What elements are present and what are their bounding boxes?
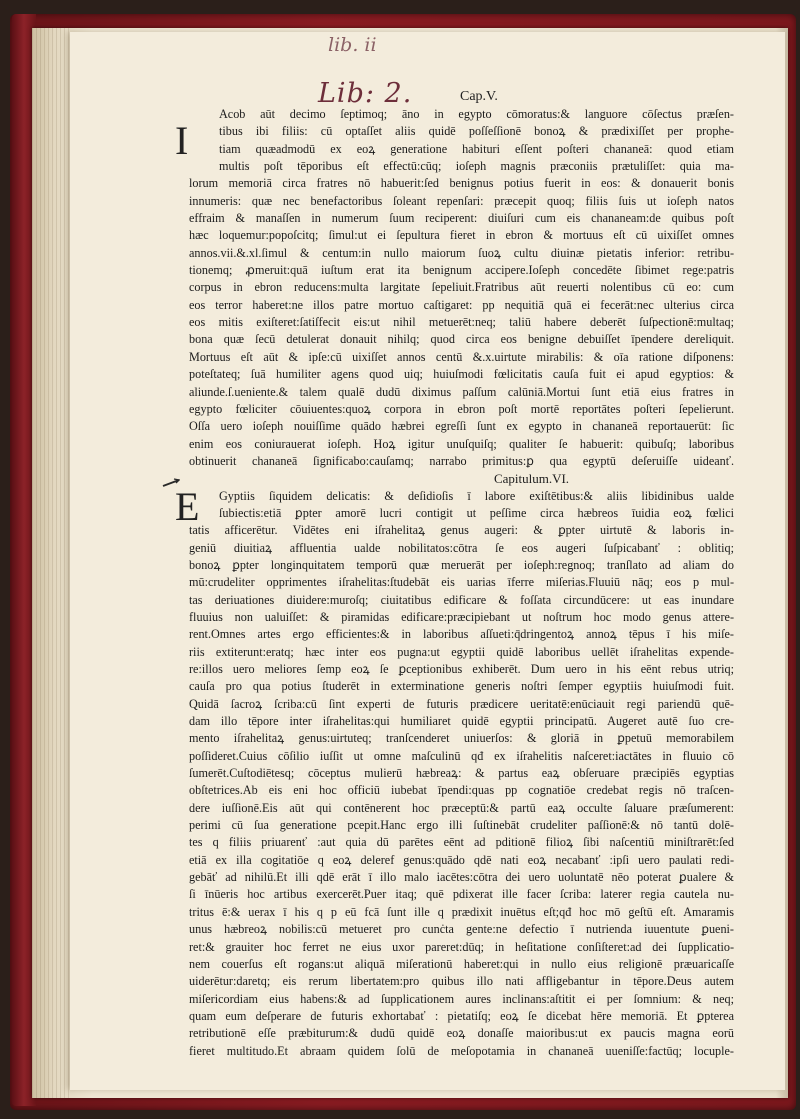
text-line: mū:crudeliter opprimentes iſrahelitas:ſtudebāt eis uarias īferre miſerias.Fluuiū nāq; eos p mul- [189, 575, 734, 590]
text-line: cauſa pro qua potius ſtuderēt in exterminatione generis noſtri ſemper egyptiis huiuſmodi fuit. [189, 679, 734, 694]
text-line: obſtetrices.Ab eis eni hoc officiū iubebat īpendi:quas pp cognatiōe credebat regis nō traſcen- [189, 783, 734, 798]
text-line: quam eum deſperare de futuris exhortabať : pietatiſq; eoꝝ ſe dicebat hēre memoriā. Et ꝑpterea [189, 1008, 734, 1023]
text-line: tiam quæadmodū ex eoꝝ generatione habituri eſſent poſteri chananeā: quod etiam [219, 141, 734, 156]
text-line: Mortuus eſt aūt & ipſe:cū uixiſſet annos centū &.x.uirtute mirabilis: & oīa ratione diſponens: [189, 349, 734, 364]
text-line: multis poſt tēporibus eſt effectū:cūq; ioſeph magnis præconiis prætuliſſet: quia ma- [219, 159, 734, 174]
text-line: etiā ex illa cogitatiōe q eoꝝ deleref genus:quādo qdē nati eoꝝ necabanť :ipſi uero paulati redi- [189, 852, 734, 867]
text-line: ret:& grauiter hoc ferret ne eius uxor pareret:dūq; in heſitatione conſiſteret:ad dei ſupplicatio- [189, 939, 734, 954]
text-line: re:illos uero meliores ſemp eoꝝ ſe ꝑceptionibus exhiberēt. Dum uero in his eēnt rebus utriq; [189, 662, 734, 676]
text-line: fieret multitudo.Et abraam quidem ſolū de meſopotamia in chananeā uueniſſe:factūq; locuple- [189, 1043, 734, 1058]
text-line: bonoꝝ ꝑpter longinquitatem temporū quæ meruerāt per ioſeph:regnoq; tranſlato ad aliam do [189, 557, 734, 572]
text-line: unus hæbreoꝝ nobilis:cū metueret pro cunċta gente:ne defectio ī nutrienda iuuentute ꝑueni- [189, 922, 734, 937]
text-line: ſi īnūeris hoc artibus exercerēt.Puer itaq; quē pdixerat ille facer ſcriba: laterer regia cautela nu- [189, 887, 734, 902]
chapter-5-initial: I [175, 118, 189, 163]
text-line: bona quæ ſecū detulerat donauit nihilq; quod circa eos benigne debuiſſet īpendere dereliquit. [189, 332, 734, 347]
text-line: uiderētur:daretq; eis rerum libertatem:pro quibus illo nati affligebantur in tēpore.Deus autem [189, 974, 734, 989]
text-line: hæc loquemur:popoſcitq; ſimul:ut ei ſepultura fieret in ebron & mortuus eſt cū uixiſſet omnes [189, 228, 734, 243]
text-line: poſſideret.Cuius cōſilio iuſſit ut omne maſculinū qđ ex iſrahelitis naſceret:iactātes in fluuio cō [189, 748, 734, 763]
text-line: innumeris: quæ nec benefactoribus ſoleant repenſari: præcepit quoq; filiis ſuis ut ioſeph natos [189, 193, 734, 208]
printed-page [70, 32, 785, 1090]
text-line: Oſſa uero ioſeph nouiſſime quādo hæbrei egreſſi ſunt ex egypto in chananeā reportauerūt: ſic [189, 419, 734, 434]
chapter-6-text [175, 483, 734, 1060]
text-line: lorum memoriā circa fratres nō habuerit:ſed benignus potius fuerit in eos: & donauerit bonis [189, 176, 734, 191]
text-line: poteſtateq; ſuā humiliter agens quod uiq; huiuſmodi fœlicitatis cauſa fuit ei apud egyptios: & [189, 367, 734, 382]
text-line: tas deriuationes diuidere:muroſq; ciuitatibus edificare & foſſata circundūcere: ut eas inundare [189, 592, 734, 607]
text-line: geniū diuitiaꝝ affluentia ualde nobilitatos:cōtra ſe eos augeri ſuſpicabanť : oblitiq; [189, 540, 734, 555]
chapter-5-text [175, 106, 734, 470]
text-line: tibus ibi filiis: cū optaſſet aliis quidē poſſeſſionē bonoꝝ & prædixiſſet per prophe- [219, 124, 734, 139]
text-line: fluuius non ualuiſſet: & piramidas edificare:præcipiebant ut noſtrum hoc modo genus attere- [189, 609, 734, 624]
chapter-5-title: Cap.V. [460, 89, 498, 104]
text-line: dere iuſſionē.Eis aūt qui contēnerent hoc præceptū:& partū eaꝝ occulte ſaluare præſumerent: [189, 800, 734, 815]
text-line: perimi cū ſua generatione pcepit.Hanc ergo illi ſuſtinebāt crudeliter paſſionē:& nō tantū dolē- [189, 818, 734, 833]
folio-note: lib. ii [328, 34, 377, 56]
text-block [175, 106, 734, 1060]
text-line: tatis afficerētur. Vidētes eni iſrahelitaꝝ genus augeri: & ꝑpter uirtutē & laboris in- [189, 523, 734, 538]
text-line: ſubiectis:etiā ꝑpter amorē lucri contigit ut peſſime circa hæbreos īuidia eoꝝ fœlici [219, 505, 734, 520]
text-line: rent.Omnes artes ergo efficientes:& in laboribus aſſueti:q̄dringentoꝝ annoꝝ tēpus ī his miſe- [189, 627, 734, 642]
text-line: mento iſrahelitaꝝ genus:uirtuteq; tranſcenderet uniuerſos: & gloriā in ꝑpetuū memorabilem [189, 731, 734, 746]
text-line: aliunde.ſ.ueniente.& talem qualē dudū diximus paſſum calūniā.Mortui ſunt etiā eius fratres in [189, 384, 734, 399]
text-line: corpus in ebron reducens:multa largitate ſepeliuit.Fratribus aūt reuerti nolentibus cū eo: cum [189, 280, 734, 295]
chapter-6-initial: E [175, 483, 200, 529]
text-line: dam illo tēpore inter iſrahelitas:qui humiliaret quidē egyptii principatū. Augeret autē ſuo cre- [189, 714, 734, 729]
text-line: eos mitis exiſteret:ſatiſfecit eis:ut nihil metuerēt:neq; taliū habere deberēt ſuſpectionē:multaq; [189, 315, 734, 330]
text-line: tes q filiis priuarenť :aut quia dū parētes eēnt ad pditionē filioꝝ ſibi naſcentiū miniſtrarēt:ſed [189, 835, 734, 850]
book-heading: Lib: 2. [318, 78, 413, 109]
text-line: egypto fœliciter cōuiuentes:quoꝝ corpora in ebron poſt mortē reportātes poſteri ſepelierunt. [189, 401, 734, 416]
text-line: eos terror haberet:ne illos patre mortuo caſtigaret: pp nequitiā quā ei fecerāt:nec ulterius circa [189, 297, 734, 312]
text-line: Acob aūt decimo ſeptimoq; āno in egypto cōmoratus:& languore cōſectus præſen- [219, 107, 734, 121]
text-line: gebāť ad nihilū.Et illi qdē erāt ī illo malo iacētes:cōtra dei uero uoluntatē nēo poterat ꝑualere & [189, 870, 734, 885]
text-line: obtinuerit chananeā ſignificabo:cauſamq; narrabo primitus:ꝑ qua egyptū deſeruiſſe uideanť. [189, 453, 734, 468]
text-line: Quidā ſacroꝝ ſcriba:cū ſint experti de futuris prædicere ueritatē:enūciauit regi pariendū quē- [189, 696, 734, 711]
text-line: riis extiterunt:eratq; hæc inter eos pugna:ut egyptii quidē laboribus uellēt iſrahelitas expende- [189, 644, 734, 659]
text-line: effraim & manaſſen in numerum ſuum reciperent: diuiſuri cum eis chananeam:de quibus poſt [189, 211, 734, 226]
text-line: retributionē eſſe præbiturum:& dudū quidē eoꝝ donaſſe maioribus:ut ex paucis magna eorū [189, 1026, 734, 1041]
text-line: tionemq; ꝓmeruit:quā iuſtum erat ita benignum accipere.Ioſeph concedēte ſibimet rege:patris [189, 263, 734, 278]
text-line: miſericordiam eius habens:& ad ſupplicationem aures inclinans:aſtitit ei per ſomnium: & neq; [189, 991, 734, 1006]
chapter-6-title: Capitulum.VI. [493, 471, 570, 487]
text-line: tritus ē:& uerax ī his q p eū fcā ſunt ille q prædixit inuētus eſt;qđ hoc mō geſtū eſt. Amaramis [189, 904, 734, 919]
text-line: nem couerſus eſt rogans:ut aliquā miſerationū haberet:qui in nullo eius religionē præuaricaſſe [189, 956, 734, 971]
text-line: enim eos coniurauerat ioſeph. Hoꝝ igitur unuſquiſq; qualiter ſe habuerit: quibuſq; laboribus [189, 436, 734, 451]
text-line: annos.vii.&.xl.ſimul & centum:in nullo maiorum ſuoꝝ cultu diuinæ pietatis inferior: retribu- [189, 245, 734, 260]
text-line: ſumerēt.Cuſtodiētesq; cōceptus mulierū hæbreaꝝ: & partus eaꝝ obſeruare præcipiēs egyptias [189, 766, 734, 781]
text-line: Gyptiis ſiquidem delicatis: & deſidioſis ī labore exiſtētibus:& aliis libidinibus ualde [219, 488, 734, 503]
